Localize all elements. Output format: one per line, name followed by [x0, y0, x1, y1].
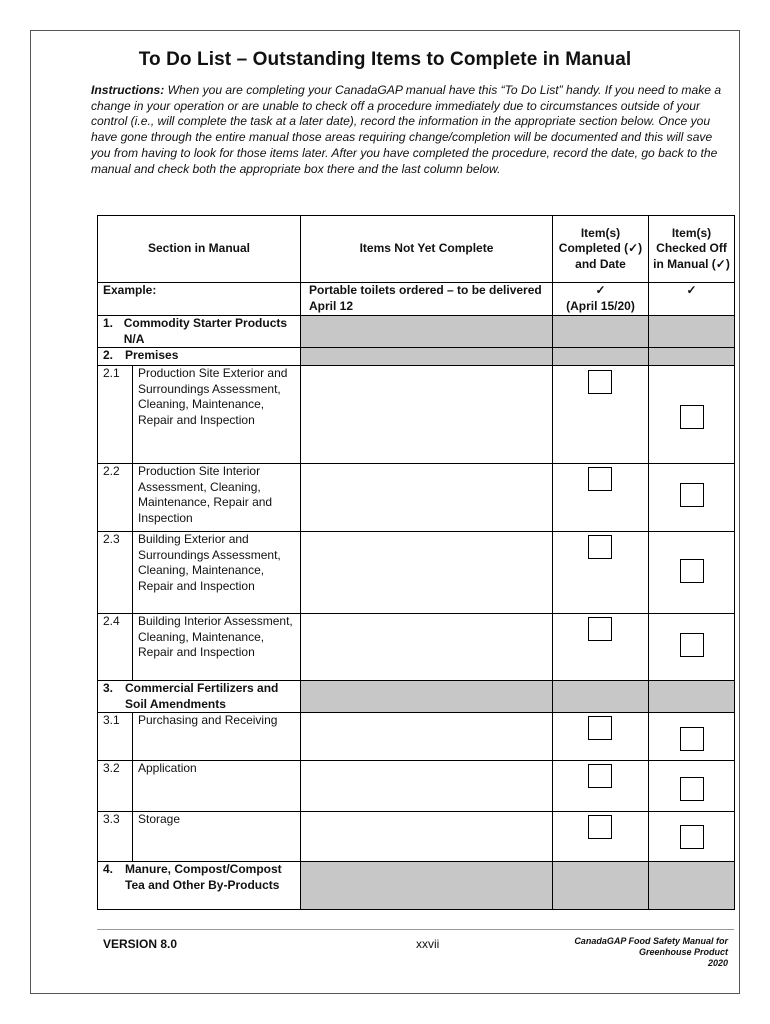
checked-cell — [649, 812, 735, 862]
gray-cell — [649, 348, 735, 366]
section-number: 1. — [103, 316, 114, 330]
table-row — [98, 464, 735, 532]
section-name: Manure, Compost/Compost Tea and Other By-Products — [125, 862, 282, 892]
checked-checkbox[interactable] — [680, 777, 704, 801]
section-number: 2. — [103, 348, 114, 362]
example-completed-check: ✓ — [595, 283, 606, 297]
checked-checkbox[interactable] — [680, 825, 704, 849]
item-number: 2.2 — [98, 464, 133, 532]
header-checked: Item(s) Checked Off in Manual (✓) — [649, 216, 735, 283]
section-name: Commercial Fertilizers and Soil Amendments — [125, 681, 279, 711]
gray-cell — [553, 681, 649, 713]
checked-cell — [649, 614, 735, 681]
gray-cell — [553, 862, 649, 910]
section-row — [98, 681, 735, 713]
gray-cell — [301, 348, 553, 366]
table-row — [98, 614, 735, 681]
completed-checkbox[interactable] — [588, 716, 612, 740]
example-label: Example: — [98, 283, 301, 316]
completed-checkbox[interactable] — [588, 467, 612, 491]
item-name: Production Site Interior Assessment, Cleaning, Maintenance, Repair and Inspection — [133, 464, 301, 532]
completed-checkbox[interactable] — [588, 370, 612, 394]
table-row — [98, 761, 735, 812]
checked-cell — [649, 761, 735, 812]
footer-manual-line: Greenhouse Product — [638, 947, 728, 957]
checked-checkbox[interactable] — [680, 483, 704, 507]
footer-manual-title — [491, 936, 728, 969]
section-title — [98, 681, 301, 713]
section-row — [98, 862, 735, 910]
gray-cell — [649, 316, 735, 348]
table-row — [98, 812, 735, 862]
completed-checkbox[interactable] — [588, 764, 612, 788]
example-checked: ✓ — [649, 283, 735, 316]
checked-checkbox[interactable] — [680, 633, 704, 657]
instructions-label: Instructions: — [91, 83, 165, 97]
item-number: 3.1 — [98, 713, 133, 761]
completed-checkbox[interactable] — [588, 535, 612, 559]
section-title — [98, 348, 301, 366]
section-row — [98, 348, 735, 366]
section-name: Commodity Starter Products N/A — [123, 316, 288, 346]
item-name: Storage — [133, 812, 301, 862]
page-title: To Do List – Outstanding Items to Complete in Manual — [138, 49, 632, 70]
document-page — [30, 30, 740, 994]
footer-divider — [97, 929, 734, 930]
gray-cell — [301, 862, 553, 910]
completed-cell — [553, 366, 649, 464]
items-not-complete-cell[interactable] — [301, 464, 553, 532]
gray-cell — [301, 316, 553, 348]
footer-manual-line: CanadaGAP Food Safety Manual for — [574, 936, 728, 946]
table-row — [98, 366, 735, 464]
section-title — [98, 316, 301, 348]
items-not-complete-cell[interactable] — [301, 532, 553, 614]
example-completed — [553, 283, 649, 316]
example-completed-date: (April 15/20) — [566, 298, 635, 313]
completed-checkbox[interactable] — [588, 815, 612, 839]
checked-cell — [649, 713, 735, 761]
checked-cell — [649, 532, 735, 614]
gray-cell — [553, 316, 649, 348]
completed-cell — [553, 464, 649, 532]
completed-cell — [553, 812, 649, 862]
footer-version: VERSION 8.0 — [103, 937, 178, 951]
items-not-complete-cell[interactable] — [301, 812, 553, 862]
checked-checkbox[interactable] — [680, 559, 704, 583]
table-row — [98, 713, 735, 761]
instructions-text: When you are completing your CanadaGAP manual have this “To Do List” handy. If you need to make a change in your operation or are unable to check off a procedure immediately due to circumstances outside of your control (i.e., will complete the task at a later date), record the information in the appropriate section below. Once you have gone through the entire manual those areas requiring change/completion will be documented and this will save you from having to look for those items later. After you have completed the procedure, record the date, go back to the manual and check both the appropriate box there and the last column below. — [91, 83, 722, 176]
section-title — [98, 862, 301, 910]
item-name: Building Interior Assessment, Cleaning, Maintenance, Repair and Inspection — [133, 614, 301, 681]
item-name: Application — [133, 761, 301, 812]
completed-cell — [553, 614, 649, 681]
item-number: 3.2 — [98, 761, 133, 812]
example-row — [98, 283, 735, 316]
section-name: Premises — [125, 348, 179, 362]
gray-cell — [301, 681, 553, 713]
completed-cell — [553, 532, 649, 614]
checked-cell — [649, 366, 735, 464]
header-section: Section in Manual — [98, 216, 301, 283]
todo-table — [97, 215, 735, 910]
completed-cell — [553, 713, 649, 761]
section-number: 3. — [103, 681, 114, 695]
items-not-complete-cell[interactable] — [301, 366, 553, 464]
gray-cell — [649, 862, 735, 910]
completed-cell — [553, 761, 649, 812]
section-number: 4. — [103, 862, 114, 876]
footer-page-number: xxvii — [416, 937, 440, 951]
item-number: 2.1 — [98, 366, 133, 464]
item-name: Production Site Exterior and Surroundings Assessment, Cleaning, Maintenance, Repair and Inspection — [133, 366, 301, 464]
section-row — [98, 316, 735, 348]
item-name: Purchasing and Receiving — [133, 713, 301, 761]
items-not-complete-cell[interactable] — [301, 761, 553, 812]
table-header-row — [98, 216, 735, 283]
item-name: Building Exterior and Surroundings Assessment, Cleaning, Maintenance, Repair and Inspection — [133, 532, 301, 614]
header-items: Items Not Yet Complete — [301, 216, 553, 283]
footer-manual-line: 2020 — [707, 958, 728, 968]
gray-cell — [553, 348, 649, 366]
checked-cell — [649, 464, 735, 532]
header-completed: Item(s) Completed (✓) and Date — [553, 216, 649, 283]
instructions-paragraph — [91, 83, 731, 177]
checked-checkbox[interactable] — [680, 727, 704, 751]
example-items: Portable toilets ordered – to be delivered April 12 — [301, 283, 553, 316]
completed-checkbox[interactable] — [588, 617, 612, 641]
table-row — [98, 532, 735, 614]
items-not-complete-cell[interactable] — [301, 713, 553, 761]
gray-cell — [649, 681, 735, 713]
item-number: 3.3 — [98, 812, 133, 862]
checked-checkbox[interactable] — [680, 405, 704, 429]
item-number: 2.3 — [98, 532, 133, 614]
item-number: 2.4 — [98, 614, 133, 681]
items-not-complete-cell[interactable] — [301, 614, 553, 681]
